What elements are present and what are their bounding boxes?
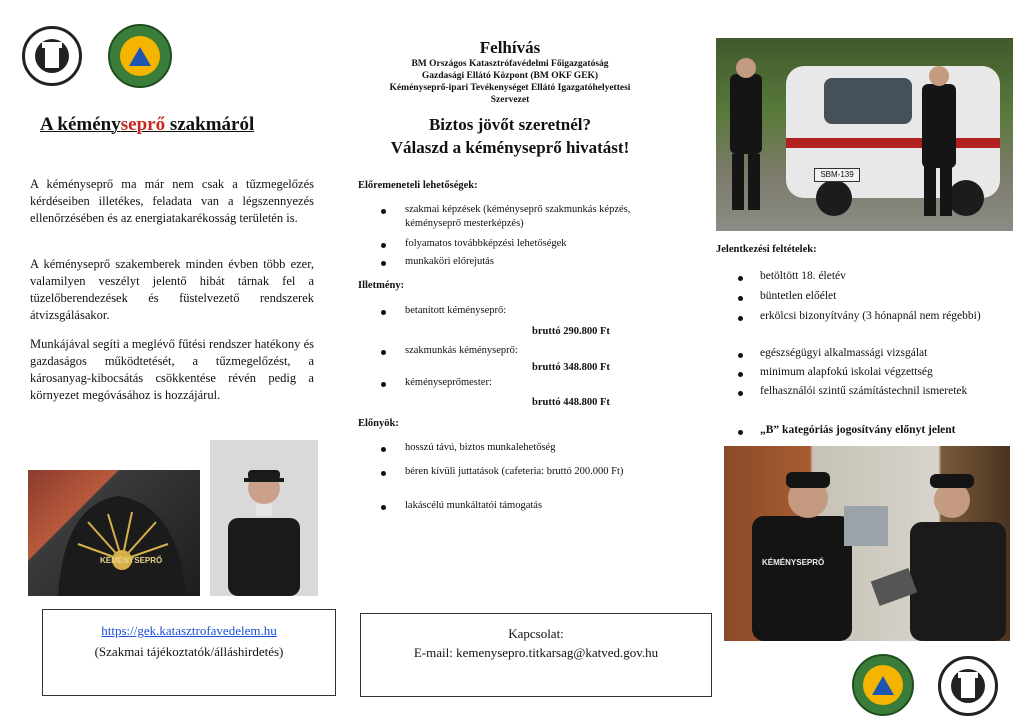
org-line-4: Szervezet [490,95,530,105]
slogan-call: Válaszd a kéményseprő hivatást! [390,138,630,157]
gek-round-logo [22,26,82,86]
bullet-icon [738,276,743,281]
apply-item-7: „B” kategóriás jogosítvány előnyt jelent [760,424,956,436]
salary-amount-2: bruttó 348.800 Ft [532,362,610,373]
advance-title: Előremeneteli lehetőségek: [358,180,478,191]
bullet-icon [738,372,743,377]
sweep-portrait-illustration [210,440,318,596]
bullet-icon [738,316,743,321]
bullet-icon [381,261,386,266]
salary-role-3: kéményseprőmester: [405,377,492,388]
bullet-icon [381,209,386,214]
advance-item-3: munkaköri előrejutás [405,256,494,267]
title-part-1: A kémény [40,114,121,135]
benefits-title: Előnyök: [358,418,399,429]
bullet-icon [738,391,743,396]
call-heading: Felhívás [479,38,541,57]
advance-item-2: folyamatos továbbképzési lehetőségek [405,238,567,249]
inspection-illustration [724,446,1010,641]
bullet-icon [381,447,386,452]
contact-title: Kapcsolat: [508,626,564,641]
salary-role-1: betanított kéményseprő: [405,305,507,316]
license-plate: SBM-139 [814,168,860,182]
bullet-icon [738,296,743,301]
inspection-photo [724,446,1010,641]
bullet-icon [738,353,743,358]
intro-paragraph-1: A kéményseprő ma már nem csak a tűzmegelőzés kérdéseiben illetékes, feladata van a légszennyezés ellenőrzésében és az energiatakarékosság területén is. [30,177,314,225]
benefit-item-2: béren kívüli juttatások (cafeteria: bruttó 200.000 Ft) [405,466,624,477]
organization-block [355,58,665,106]
apply-item-2: büntetlen előélet [760,290,837,302]
salary-title: Illetmény: [358,280,405,291]
salary-role-2: szakmunkás kéményseprő: [405,345,518,356]
jacket-back-photo [28,470,200,596]
bullet-icon [381,382,386,387]
triangle-icon [129,47,151,66]
website-note: (Szakmai tájékoztatók/álláshirdetés) [94,644,284,659]
triangle-icon [872,676,894,695]
title-part-red: seprő [120,114,166,135]
bullet-icon [381,310,386,315]
civil-protection-logo-bottom [852,654,914,716]
salary-amount-3: bruttó 448.800 Ft [532,397,610,408]
advance-item-1: szakmai képzések (kéményseprő szakmunkás képzés, kéményseprő mesterképzés) [405,204,631,229]
jacket-back-illustration [28,470,200,596]
bullet-icon [381,471,386,476]
apply-item-6: felhasználói szintű számítástechnil ismeretek [760,385,968,397]
org-line-2: Gazdasági Ellátó Központ (BM OKF GEK) [421,71,599,81]
benefit-item-3: lakáscélú munkáltatói támogatás [405,500,543,511]
civil-protection-logo [108,24,172,88]
bullet-icon [738,430,743,435]
intro-paragraph-2: A kéményseprő szakemberek minden évben több ezer, valamilyen veszélyt jelentő hibát tárnak fel a tüzelőberendezések és füstelvezető rendszerek átvizsgálásakor. [30,257,314,322]
bullet-icon [381,243,386,248]
org-line-1: BM Országos Katasztrófavédelmi Főigazgatóság [411,59,609,69]
apply-item-5: minimum alapfokú iskolai végzettség [760,366,933,378]
intro-paragraph-3: Munkájával segíti a meglévő fűtési rendszer hatékony és gazdaságos működtetését, a tűzmegelőzést, a károsanyag-kibocsátás csökkentése révén pedig a környezet megóvásához is hozzájárul. [30,337,314,402]
chimney-icon [45,48,59,68]
apply-title: Jelentkezési feltételek: [716,244,817,255]
org-line-3: Kéményseprő-ipari Tevékenységet Ellátó Igazgatóhelyettesi [389,83,631,93]
left-title [40,114,254,136]
website-link[interactable]: https://gek.katasztrofavedelem.hu [101,623,277,638]
slogan-question: Biztos jövőt szeretnél? [428,115,592,134]
jacket-back-text: KÉMÉNYSEPRŐ [100,556,163,565]
benefit-item-1: hosszú távú, biztos munkalehetőség [405,442,556,453]
van-photo [716,38,1013,231]
chimney-icon [961,678,975,698]
van-illustration [716,38,1013,231]
contact-box [360,613,712,697]
gek-round-logo-bottom [938,656,998,716]
bullet-icon [381,505,386,510]
website-box [42,609,336,696]
title-part-2: szakmáról [165,114,255,135]
back-jacket-text: KÉMÉNYSEPRŐ [762,558,825,567]
bullet-icon [381,350,386,355]
apply-item-1: betöltött 18. életév [760,270,846,282]
salary-amount-1: bruttó 290.800 Ft [532,326,610,337]
sweep-portrait-photo [210,440,318,596]
contact-email[interactable]: E-mail: kemenysepro.titkarsag@katved.gov.hu [413,645,659,660]
apply-item-4: egészségügyi alkalmassági vizsgálat [760,347,928,359]
apply-item-3: erkölcsi bizonyítvány (3 hónapnál nem régebbi) [760,310,981,322]
